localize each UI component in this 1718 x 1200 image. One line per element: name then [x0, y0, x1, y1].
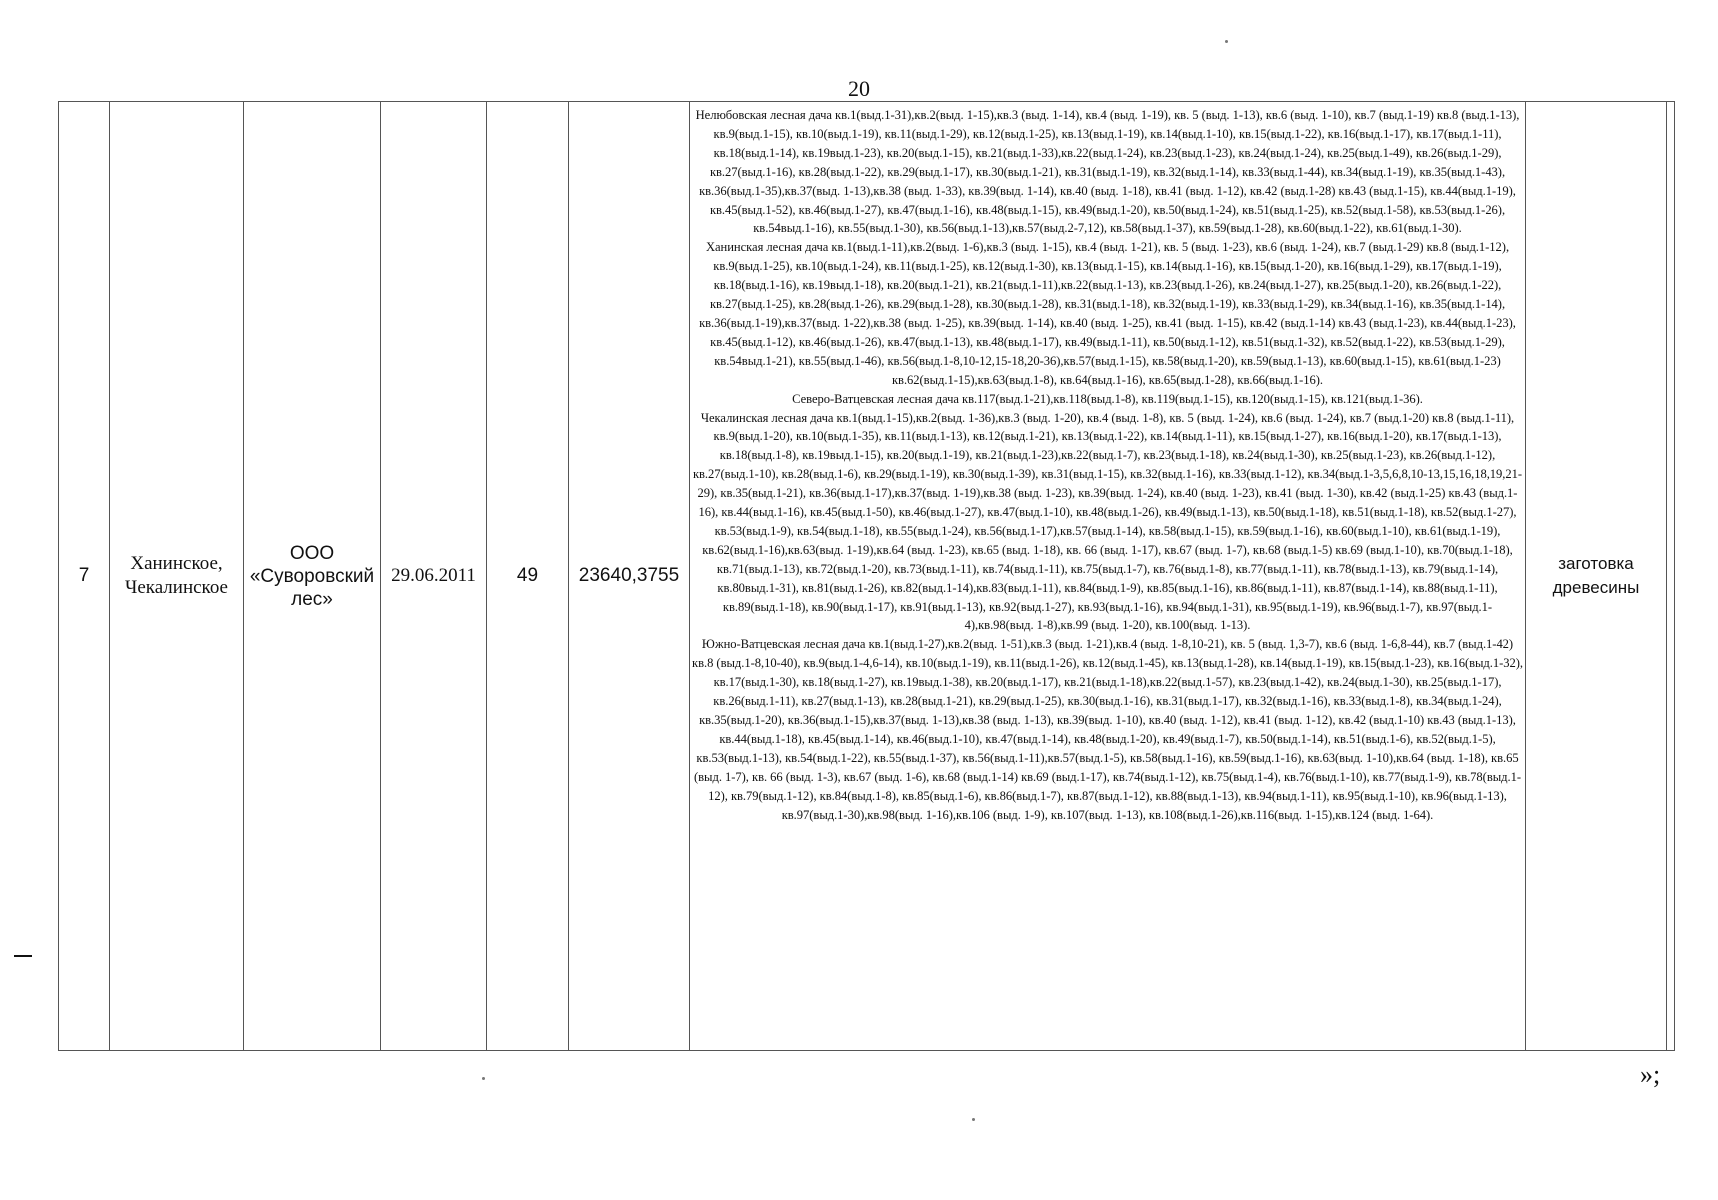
purpose-text: заготовка древесины: [1552, 554, 1640, 597]
empty-cell: [1667, 102, 1675, 1051]
location-paragraph-khaninskaya: Ханинская лесная дача кв.1(выд.1-11),кв.2(выд. 1-6),кв.3 (выд. 1-15), кв.4 (выд. 1-21), кв. 5 (выд. 1-23), кв.6 (выд. 1-24), кв.7 (выд.1-29) кв.8 (выд.1-12), кв.9(выд.1-25), кв.10(выд.1-24), кв.11(выд.1-25), кв.12(выд.1-30), кв.13(выд.1-15), кв.14(выд.1-16), кв.15(выд.1-20), кв.16(выд.1-29), кв.17(выд.1-19), кв.18(выд.1-16), кв.19выд.1-18), кв.20(выд.1-21), кв.21(выд.1-11),кв.22(выд.1-13), кв.23(выд.1-26), кв.24(выд.1-27), кв.25(выд.1-20), кв.26(выд.1-22), кв.27(выд.1-25), кв.28(выд.1-26), кв.29(выд.1-28), кв.30(выд.1-28), кв.31(выд.1-18), кв.32(выд.1-19), кв.33(выд.1-29), кв.34(выд.1-16), кв.35(выд.1-14), кв.36(выд.1-19),кв.37(выд. 1-22),кв.38 (выд. 1-25), кв.39(выд. 1-14), кв.40 (выд. 1-25), кв.41 (выд. 1-15), кв.42 (выд.1-14) кв.43 (выд.1-23), кв.44(выд.1-23), кв.45(выд.1-12), кв.46(выд.1-26), кв.47(выд.1-13), кв.48(выд.1-17), кв.49(выд.1-11), кв.50(выд.1-12), кв.51(выд.1-32), кв.52(выд.1-22), кв.53(выд.1-29), кв.54выд.1-21), кв.55(выд.1-46), кв.56(выд.1-8,10-12,15-18,20-36),кв.57(выд.1-15), кв.58(выд.1-20), кв.59(выд.1-13), кв.60(выд.1-15), кв.61(выд.1-23) кв.62(выд.1-15),кв.63(выд.1-8), кв.64(выд.1-16), кв.65(выд.1-28), кв.66(выд.1-16).: [699, 240, 1516, 387]
location-cell: [690, 102, 1526, 1051]
forestry-cell: [110, 102, 244, 1051]
page-number: 20: [848, 76, 870, 101]
location-paragraph-severo-vattsevskaya: Северо-Ватцевская лесная дача кв.117(выд.1-21),кв.118(выд.1-8), кв.119(выд.1-15), кв.120(выд.1-15), кв.121(выд.1-36).: [792, 391, 1423, 406]
closing-quote: »;: [1640, 1060, 1661, 1089]
forestry-name: Ханинское, Чекалинское: [124, 553, 228, 598]
purpose-cell: [1526, 102, 1667, 1051]
term-cell: [487, 102, 569, 1051]
tenant-cell: [244, 102, 381, 1051]
table-row: [59, 102, 1675, 1051]
lease-term: 49: [516, 565, 539, 586]
row-number: 7: [78, 565, 90, 586]
location-paragraph-nelyubovskaya: Нелюбовская лесная дача кв.1(выд.1-31),кв.2(выд. 1-15),кв.3 (выд. 1-14), кв.4 (выд. 1-19), кв. 5 (выд. 1-13), кв.6 (выд. 1-10), кв.7 (выд.1-19) кв.8 (выд.1-13), кв.9(выд.1-15), кв.10(выд.1-19), кв.11(выд.1-29), кв.12(выд.1-25), кв.13(выд.1-19), кв.14(выд.1-10), кв.15(выд.1-22), кв.16(выд.1-17), кв.17(выд.1-11), кв.18(выд.1-14), кв.19выд.1-23), кв.20(выд.1-15), кв.21(выд.1-33),кв.22(выд.1-24), кв.23(выд.1-23), кв.24(выд.1-24), кв.25(выд.1-49), кв.26(выд.1-29), кв.27(выд.1-16), кв.28(выд.1-22), кв.29(выд.1-17), кв.30(выд.1-21), кв.31(выд.1-19), кв.32(выд.1-14), кв.33(выд.1-44), кв.34(выд.1-19), кв.35(выд.1-43), кв.36(выд.1-35),кв.37(выд. 1-13),кв.38 (выд. 1-33), кв.39(выд. 1-14), кв.40 (выд. 1-18), кв.41 (выд. 1-12), кв.42 (выд.1-28) кв.43 (выд.1-15), кв.44(выд.1-19), кв.45(выд.1-52), кв.46(выд.1-27), кв.47(выд.1-16), кв.48(выд.1-15), кв.49(выд.1-20), кв.50(выд.1-24), кв.51(выд.1-25), кв.52(выд.1-58), кв.53(выд.1-26), кв.54выд.1-16), кв.55(выд.1-30), кв.56(выд.1-13),кв.57(выд.2-7,12), кв.58(выд.1-37), кв.59(выд.1-28), кв.60(выд.1-22), кв.61(выд.1-30).: [695, 108, 1520, 236]
scan-speck: [482, 1077, 485, 1080]
location-paragraph-chekalinskaya: Чекалинская лесная дача кв.1(выд.1-15),кв.2(выд. 1-36),кв.3 (выд. 1-20), кв.4 (выд. 1-8), кв. 5 (выд. 1-24), кв.6 (выд. 1-24), кв.7 (выд.1-20) кв.8 (выд.1-11), кв.9(выд.1-20), кв.10(выд.1-35), кв.11(выд.1-13), кв.12(выд.1-21), кв.13(выд.1-22), кв.14(выд.1-11), кв.15(выд.1-27), кв.16(выд.1-20), кв.17(выд.1-13), кв.18(выд.1-8), кв.19выд.1-15), кв.20(выд.1-19), кв.21(выд.1-23),кв.22(выд.1-7), кв.23(выд.1-18), кв.24(выд.1-30), кв.25(выд.1-23), кв.26(выд.1-12), кв.27(выд.1-10), кв.28(выд.1-6), кв.29(выд.1-19), кв.30(выд.1-39), кв.31(выд.1-15), кв.32(выд.1-16), кв.33(выд.1-12), кв.34(выд.1-3,5,6,8,10-13,15,16,18,19,21-29), кв.35(выд.1-21), кв.36(выд.1-17),кв.37(выд. 1-19),кв.38 (выд. 1-23), кв.39(выд. 1-24), кв.40 (выд. 1-23), кв.41 (выд. 1-30), кв.42 (выд.1-25) кв.43 (выд.1-16), кв.44(выд.1-16), кв.45(выд.1-50), кв.46(выд.1-27), кв.47(выд.1-10), кв.48(выд.1-26), кв.49(выд.1-13), кв.50(выд.1-18), кв.51(выд.1-18), кв.52(выд.1-27), кв.53(выд.1-9), кв.54(выд.1-18), кв.55(выд.1-24), кв.56(выд.1-17),кв.57(выд.1-14), кв.58(выд.1-15), кв.59(выд.1-16), кв.60(выд.1-10), кв.61(выд.1-19), кв.62(выд.1-16),кв.63(выд. 1-19),кв.64 (выд. 1-23), кв.65 (выд. 1-18), кв. 66 (выд. 1-17), кв.67 (выд. 1-7), кв.68 (выд.1-5) кв.69 (выд.1-10), кв.70(выд.1-18), кв.71(выд.1-13), кв.72(выд.1-20), кв.73(выд.1-11), кв.74(выд.1-11), кв.75(выд.1-7), кв.76(выд.1-8), кв.77(выд.1-11), кв.78(выд.1-13), кв.79(выд.1-14), кв.80выд.1-31), кв.81(выд.1-26), кв.82(выд.1-14),кв.83(выд.1-11), кв.84(выд.1-9), кв.85(выд.1-16), кв.86(выд.1-11), кв.87(выд.1-14), кв.88(выд.1-11), кв.89(выд.1-18), кв.90(выд.1-17), кв.91(выд.1-13), кв.92(выд.1-27), кв.93(выд.1-16), кв.94(выд.1-31), кв.95(выд.1-19), кв.96(выд.1-7), кв.97(выд.1-4),кв.98(выд. 1-8),кв.99 (выд. 1-20), кв.100(выд. 1-13).: [692, 410, 1523, 633]
contract-date: 29.06.2011: [391, 565, 476, 586]
registry-table: [58, 101, 1675, 1051]
margin-dash: [14, 955, 32, 957]
row-number-cell: [59, 102, 110, 1051]
scan-speck: [972, 1118, 975, 1121]
area-cell: [569, 102, 690, 1051]
location-paragraph-yuzhno-vattsevskaya: Южно-Ватцевская лесная дача кв.1(выд.1-27),кв.2(выд. 1-51),кв.3 (выд. 1-21),кв.4 (выд. 1-8,10-21), кв. 5 (выд. 1,3-7), кв.6 (выд. 1-6,8-44), кв.7 (выд.1-42) кв.8 (выд.1-8,10-40), кв.9(выд.1-4,6-14), кв.10(выд.1-19), кв.11(выд.1-26), кв.12(выд.1-45), кв.13(выд.1-28), кв.14(выд.1-19), кв.15(выд.1-23), кв.16(выд.1-32), кв.17(выд.1-30), кв.18(выд.1-27), кв.19выд.1-38), кв.20(выд.1-17), кв.21(выд.1-18),кв.22(выд.1-57), кв.23(выд.1-42), кв.24(выд.1-30), кв.25(выд.1-17), кв.26(выд.1-11), кв.27(выд.1-13), кв.28(выд.1-21), кв.29(выд.1-25), кв.30(выд.1-16), кв.31(выд.1-17), кв.32(выд.1-16), кв.33(выд.1-8), кв.34(выд.1-24), кв.35(выд.1-20), кв.36(выд.1-15),кв.37(выд. 1-13),кв.38 (выд. 1-13), кв.39(выд. 1-10), кв.40 (выд. 1-12), кв.41 (выд. 1-12), кв.42 (выд.1-10) кв.43 (выд.1-13), кв.44(выд.1-18), кв.45(выд.1-14), кв.46(выд.1-10), кв.47(выд.1-14), кв.48(выд.1-20), кв.49(выд.1-7), кв.50(выд.1-14), кв.51(выд.1-6), кв.52(выд.1-5), кв.53(выд.1-13), кв.54(выд.1-22), кв.55(выд.1-37), кв.56(выд.1-11),кв.57(выд.1-5), кв.58(выд.1-16), кв.59(выд.1-16), кв.63(выд. 1-10),кв.64 (выд. 1-18), кв.65 (выд. 1-7), кв. 66 (выд. 1-3), кв.67 (выд. 1-6), кв.68 (выд.1-14) кв.69 (выд.1-17), кв.74(выд.1-12), кв.75(выд.1-4), кв.76(выд.1-10), кв.77(выд.1-9), кв.78(выд.1-12), кв.79(выд.1-12), кв.84(выд.1-8), кв.85(выд.1-6), кв.86(выд.1-7), кв.87(выд.1-12), кв.88(выд.1-13), кв.94(выд.1-11), кв.95(выд.1-10), кв.96(выд.1-13), кв.97(выд.1-30),кв.98(выд. 1-16),кв.106 (выд. 1-9), кв.107(выд. 1-13), кв.108(выд.1-26),кв.116(выд. 1-15),кв.124 (выд. 1-64).: [692, 637, 1523, 822]
date-cell: [381, 102, 487, 1051]
tenant-name: ООО «Суворовский лес»: [249, 542, 375, 610]
scan-speck: [1225, 40, 1228, 43]
lease-area: 23640,3755: [578, 565, 680, 586]
location-description: [690, 106, 1525, 824]
